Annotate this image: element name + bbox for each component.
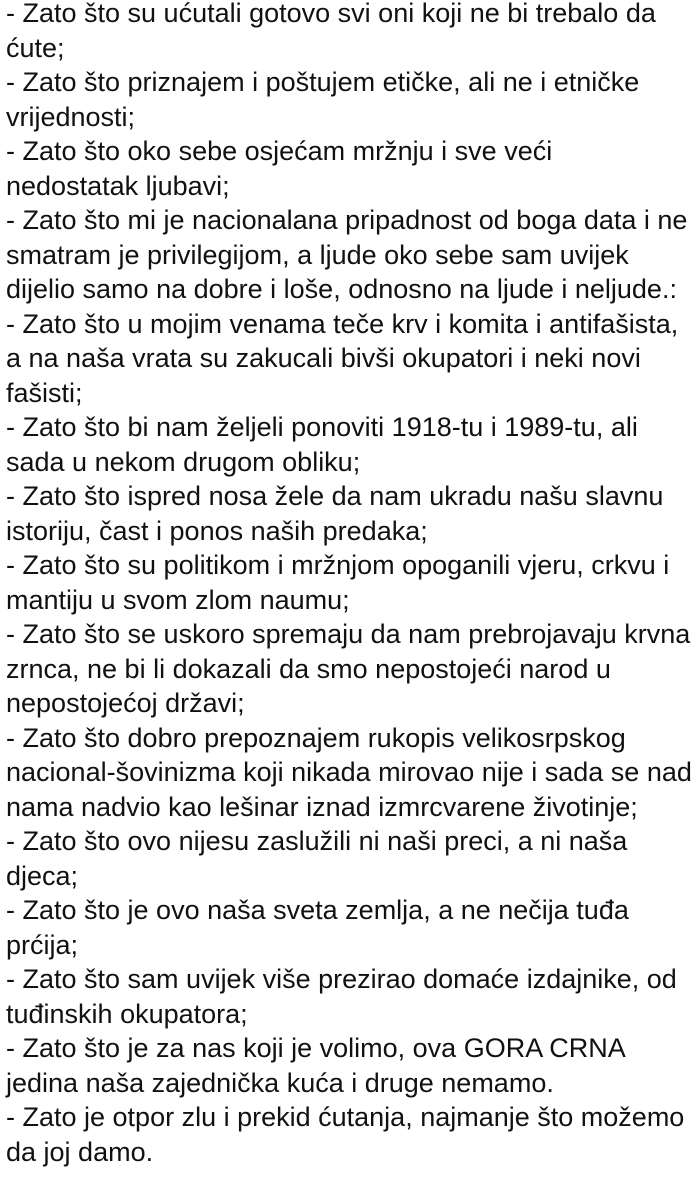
text-line: - Zato što bi nam željeli ponoviti 1918-tu i 1989-tu, ali xyxy=(6,412,638,442)
text-line: - Zato što u mojim venama teče krv i komita i antifašista, xyxy=(6,308,679,339)
text-line: - Zato je otpor zlu i prekid ćutanja, najmanje što možemo xyxy=(6,1102,685,1132)
document-text xyxy=(6,0,696,1169)
text-line: nacional-šovinizma koji nikada mirovao nije i sada se nad xyxy=(6,757,692,787)
text-line: tuđinskih okupatora; xyxy=(6,998,248,1029)
text-line: nepostojećoj državi; xyxy=(6,688,245,718)
text-line: dijelio samo na dobre i loše, odnosno na ljude i neljude.: xyxy=(6,274,677,304)
text-line: - Zato što je ovo naša sveta zemlja, a ne nečija tuđa xyxy=(6,895,629,925)
text-line: nedostatak ljubavi; xyxy=(6,170,230,201)
text-line: fašisti; xyxy=(6,377,83,408)
text-line: nama nadvio kao lešinar iznad izmrcvarene životinje; xyxy=(6,791,638,822)
text-line: - Zato što ispred nosa žele da nam ukradu našu slavnu xyxy=(6,481,664,511)
text-line: - Zato što su politikom i mržnjom opoganili vjeru, crkvu i xyxy=(6,550,670,580)
text-line: prćija; xyxy=(6,929,79,960)
text-line: jedina naša zajednička kuća i druge nemamo. xyxy=(6,1067,554,1098)
text-line: - Zato što sam uvijek više prezirao domaće izdajnike, od xyxy=(6,964,677,994)
text-line: - Zato što ovo nijesu zaslužili ni naši preci, a ni naša xyxy=(6,826,628,856)
text-line: - Zato što se uskoro spremaju da nam prebrojavaju krvna xyxy=(6,619,691,649)
text-line: - Zato što mi je nacionalana pripadnost od boga data i ne xyxy=(6,205,688,235)
text-line: - Zato što oko sebe osjećam mržnju i sve veći xyxy=(6,136,553,166)
text-line: a na naša vrata su zakucali bivši okupatori i neki novi xyxy=(6,343,641,373)
text-line: zrnca, ne bi li dokazali da smo nepostojeći narod u xyxy=(6,653,611,684)
text-line: - Zato što priznajem i poštujem etičke, ali ne i etničke xyxy=(6,67,640,97)
text-line: - Zato što dobro prepoznajem rukopis velikosrpskog xyxy=(6,722,626,753)
text-line: mantiju u svom zlom naumu; xyxy=(6,584,350,615)
text-line: da joj damo. xyxy=(6,1136,154,1167)
text-line: istoriju, čast i ponos naših predaka; xyxy=(6,515,428,546)
text-line: sada u nekom drugom obliku; xyxy=(6,446,361,477)
text-line: vrijednosti; xyxy=(6,101,136,132)
text-line: - Zato što je za nas koji je volimo, ova GORA CRNA xyxy=(6,1033,626,1063)
text-line: djeca; xyxy=(6,860,79,891)
text-line: smatram je privilegijom, a ljude oko sebe sam uvijek xyxy=(6,239,629,270)
text-line: ćute; xyxy=(6,32,65,63)
text-line: - Zato što su ućutali gotovo svi oni koji ne bi trebalo da xyxy=(6,0,656,28)
